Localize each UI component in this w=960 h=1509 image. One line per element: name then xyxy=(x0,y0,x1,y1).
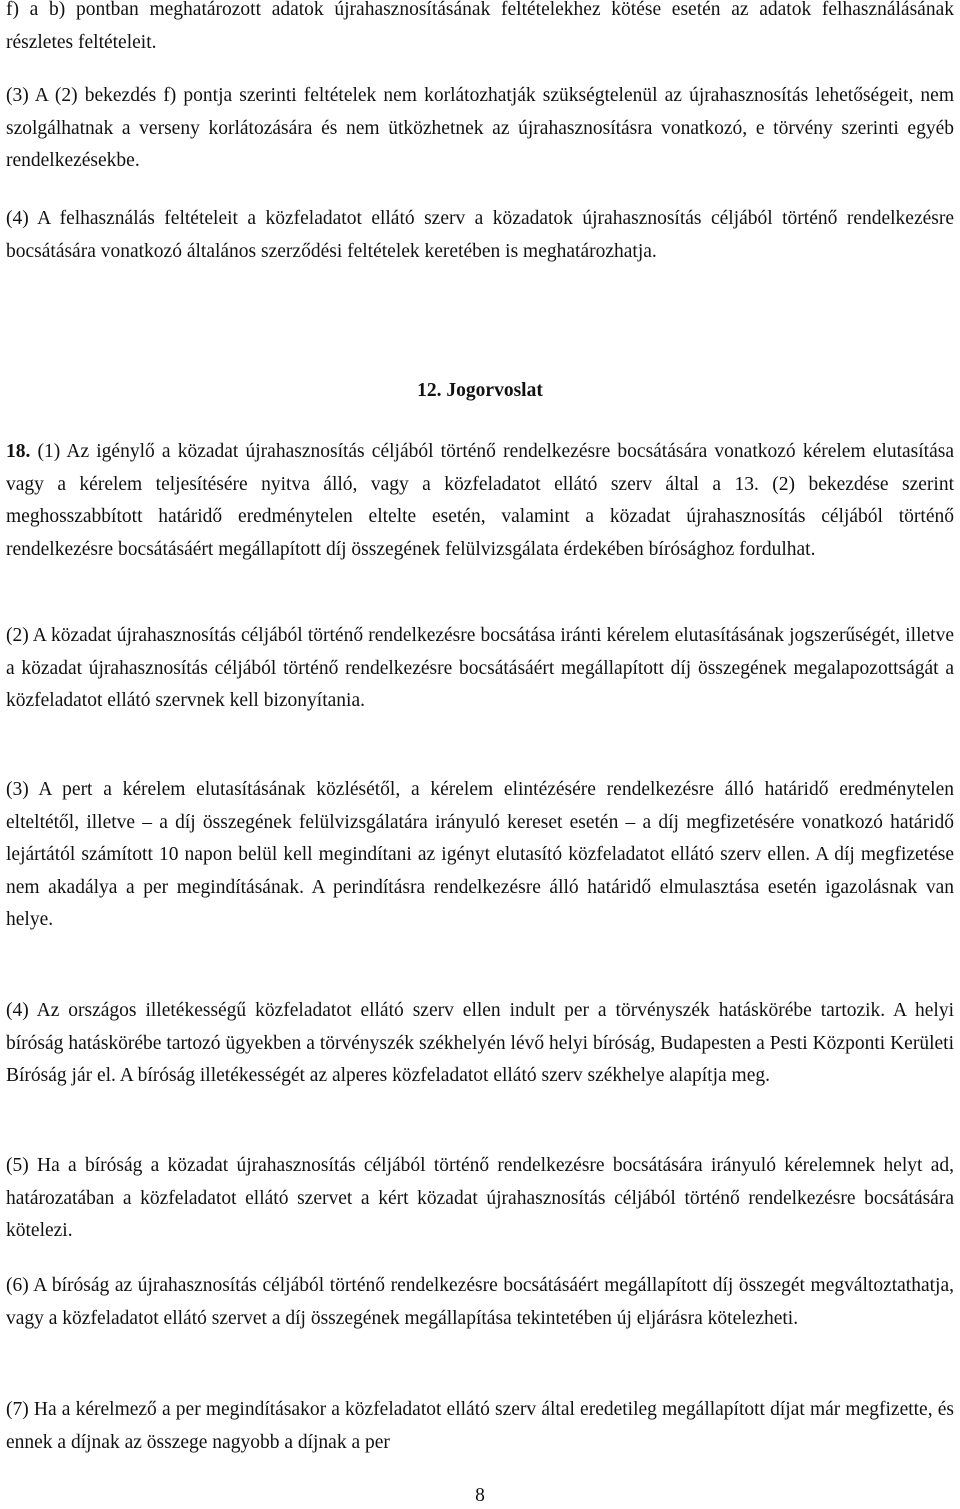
paragraph-18-7: (7) Ha a kérelmező a per megindításakor a közfeladatot ellátó szerv által eredetileg megállapított díjat már megfizette, és ennek a díjnak az összege nagyobb a díjnak a per xyxy=(6,1399,954,1453)
paragraph-3: (3) A (2) bekezdés f) pontja szerinti feltételek nem korlátozhatják szükségtelenül az újrahasznosítás lehetőségeit, nem szolgálhatnak a verseny korlátozására és nem ütközhetnek az újrahasznosításra vonatkozó, e törvény szerinti egyéb rendelkezésekbe. xyxy=(6,85,954,172)
paragraph-18-1-text: (1) Az igénylő a közadat újrahasznosítás céljából történő rendelkezésre bocsátására vonatkozó kérelem elutasítása vagy a kérelem teljesítésére nyitva álló, vagy a közfeladatot ellátó szerv által a 13. (2) bekezdése szerint meghosszabbított határidő eredménytelen eltelte esetén, valamint a közadat újrahasznosítás céljából történő rendelkezésre bocsátásáért megállapított díj összegének felülvizsgálata érdekében bírósághoz fordulhat. xyxy=(6,441,954,560)
paragraph-4: (4) A felhasználás feltételeit a közfeladatot ellátó szerv a közadatok újrahasznosítás céljából történő rendelkezésre bocsátására vonatkozó általános szerződési feltételek keretében is meghatározhatja. xyxy=(6,208,954,262)
paragraph-f-point: f) a b) pontban meghatározott adatok újrahasznosításának feltételekhez kötése esetén az adatok felhasználásának részletes feltételeit. xyxy=(6,0,954,53)
page-number: 8 xyxy=(475,1485,485,1506)
paragraph-18-5: (5) Ha a bíróság a közadat újrahasznosítás céljából történő rendelkezésre bocsátására irányuló kérelemnek helyt ad, határozatában a közfeladatot ellátó szervet a kért közadat újrahasznosítás céljából történő rendelkezésre bocsátására kötelezi. xyxy=(6,1155,954,1242)
section-number: 18. xyxy=(6,441,31,462)
section-heading: 12. Jogorvoslat xyxy=(417,380,543,401)
paragraph-18-6: (6) A bíróság az újrahasznosítás céljából történő rendelkezésre bocsátásáért megállapított díj összegét megváltoztathatja, vagy a közfeladatot ellátó szervet a díj összegének megállapítása tekintetében új eljárásra kötelezheti. xyxy=(6,1275,954,1329)
paragraph-18-4: (4) Az országos illetékességű közfeladatot ellátó szerv ellen indult per a törvényszék hatáskörébe tartozik. A helyi bíróság hatáskörébe tartozó ügyekben a törvényszék székhelyén lévő helyi bíróság, Budapesten a Pesti Központi Kerületi Bíróság jár el. A bíróság illetékességét az alperes közfeladatot ellátó szerv székhelye alapítja meg. xyxy=(6,1000,954,1087)
paragraph-18-3: (3) A pert a kérelem elutasításának közlésétől, a kérelem elintézésére rendelkezésre álló határidő eredménytelen elteltétől, illetve – a díj összegének felülvizsgálatára irányuló kereset esetén – a díj megfizetésére vonatkozó határidő lejártától számított 10 napon belül kell megindítani az igényt elutasító közfeladatot ellátó szerv ellen. A díj megfizetése nem akadálya a per megindításának. A perindításra rendelkezésre álló határidő elmulasztása esetén igazolásnak van helye. xyxy=(6,779,954,931)
paragraph-18-2: (2) A közadat újrahasznosítás céljából történő rendelkezésre bocsátása iránti kérelem elutasításának jogszerűségét, illetve a közadat újrahasznosítás céljából történő rendelkezésre bocsátásáért megállapított díj összegének megalapozottságát a közfeladatot ellátó szervnek kell bizonyítania. xyxy=(6,625,954,712)
paragraph-18-1 xyxy=(6,436,954,566)
